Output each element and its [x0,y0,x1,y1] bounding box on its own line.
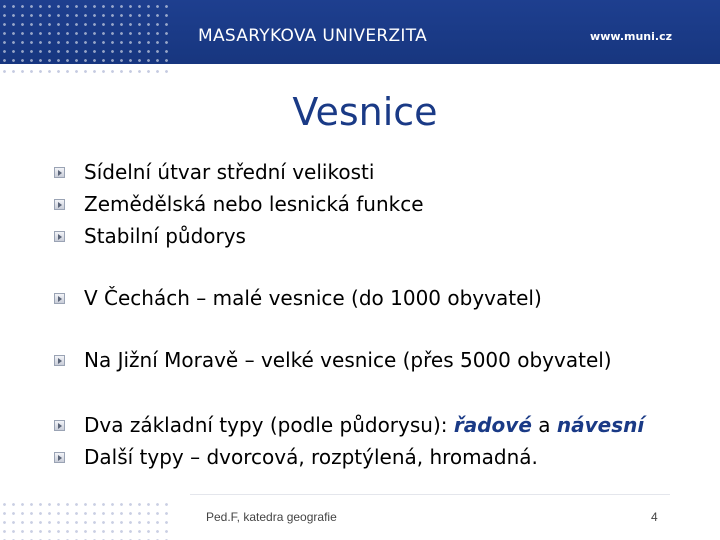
university-name: MASARYKOVA UNIVERZITA [198,26,428,46]
bullet-item [54,442,538,472]
bullet-arrow-icon [54,452,65,463]
slide-title: Vesnice [292,90,438,134]
bullet-arrow-icon [54,199,65,210]
footer-divider [190,494,670,495]
bullet-arrow-icon [54,231,65,242]
bullet-text: Další typy – dvorcová, rozptýlená, hromadná. [84,445,538,469]
bullet-item [54,157,374,187]
footer-dot-pattern [0,500,172,540]
bullet-text-connector: a [531,413,557,437]
bullet-text-prefix: Dva základní typy (podle půdorysu): [84,413,454,437]
bullet-text: V Čechách – malé vesnice (do 1000 obyvatel) [84,286,542,310]
emphasis-term-navesni: návesní [556,413,645,437]
bullet-item [54,283,542,313]
page-number: 4 [651,510,658,524]
bullet-text: Sídelní útvar střední velikosti [84,160,375,184]
footer-text: Ped.F, katedra geografie [206,510,337,524]
bullet-text: Na Jižní Moravě – velké vesnice (přes 5000 obyvatel) [84,348,612,372]
bullet-arrow-icon [54,167,65,178]
emphasis-term-radove: řadové [453,413,532,437]
bullet-item [54,189,424,219]
bullet-item [54,345,612,375]
bullet-arrow-icon [54,355,65,366]
bullet-item [54,221,246,251]
dot-pattern-decoration-lower [0,64,172,78]
bullet-arrow-icon [54,420,65,431]
bullet-text: Zemědělská nebo lesnická funkce [84,192,424,216]
bullet-arrow-icon [54,293,65,304]
bullet-text: Stabilní půdorys [84,224,246,248]
bullet-item-types [54,410,644,440]
header-bar [0,0,720,64]
website-url: www.muni.cz [590,30,672,43]
